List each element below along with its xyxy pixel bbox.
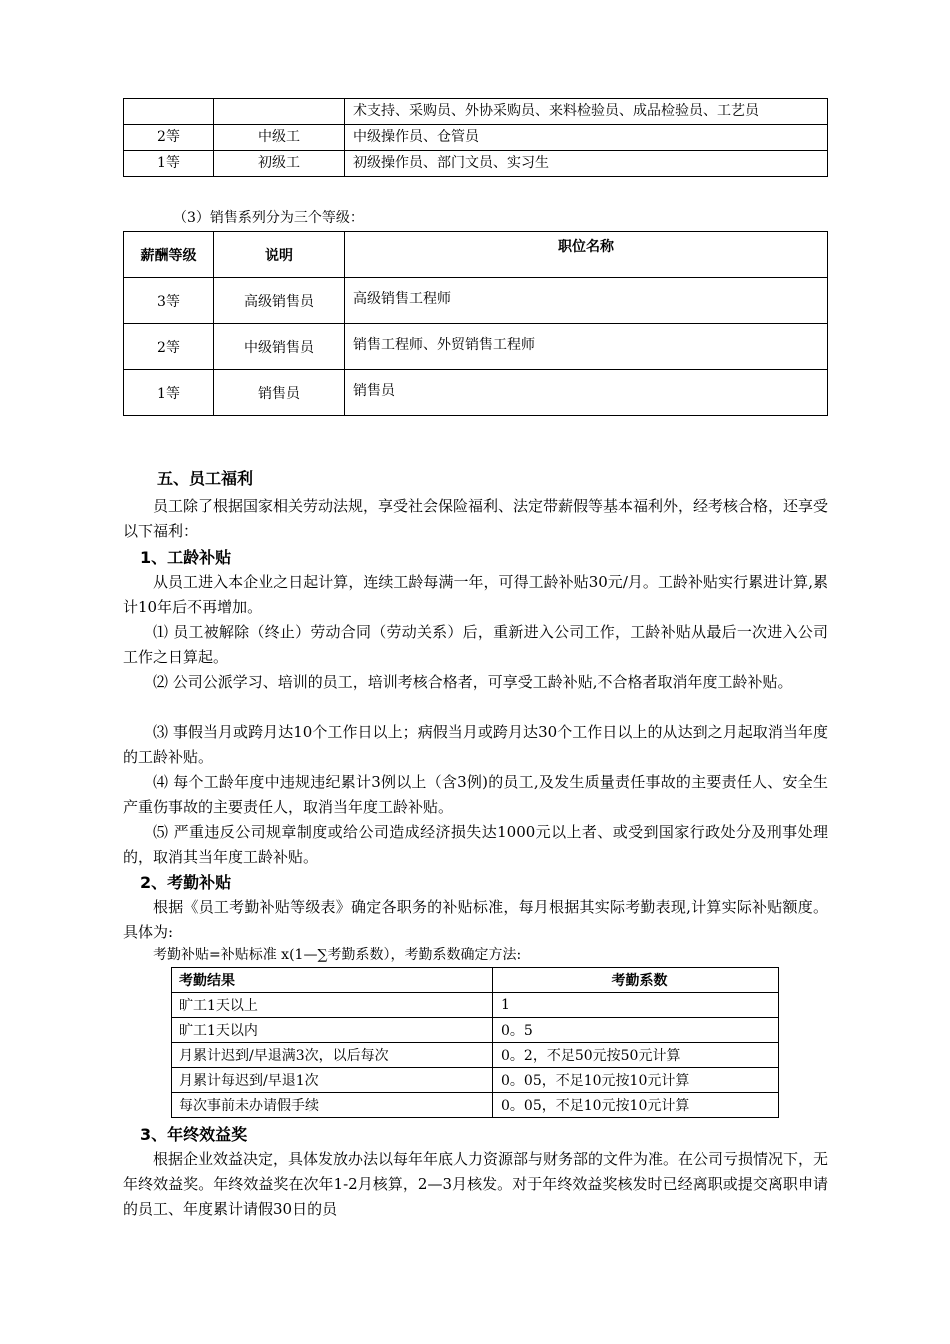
subsection-heading: 2、考勤补贴 bbox=[140, 873, 232, 892]
table-cell: 1 bbox=[493, 993, 779, 1018]
position-level-table-continued bbox=[123, 98, 828, 177]
table-header: 考勤系数 bbox=[493, 968, 779, 993]
table-cell: 月累计迟到/早退满3次，以后每次 bbox=[172, 1043, 493, 1068]
attendance-coefficient-table bbox=[171, 967, 779, 1118]
list-item: ⑸ 严重违反公司规章制度或给公司造成经济损失达1000元以上者、或受到国家行政处分及刑事处理的，取消其当年度工龄补贴。 bbox=[123, 823, 828, 866]
table-cell: 销售员 bbox=[345, 370, 828, 416]
table-cell: 2等 bbox=[124, 324, 214, 370]
table-header: 薪酬等级 bbox=[124, 232, 214, 278]
formula-line: 考勤补贴=补贴标准 x(1—∑考勤系数），考勤系数确定方法: bbox=[153, 947, 522, 963]
table-row bbox=[124, 278, 828, 324]
table-row bbox=[172, 1093, 779, 1118]
table-row bbox=[124, 99, 828, 125]
table-cell: 3等 bbox=[124, 278, 214, 324]
table-cell: 2等 bbox=[124, 125, 214, 151]
table-cell: 0。05，不足10元按10元计算 bbox=[493, 1093, 779, 1118]
table-header: 考勤结果 bbox=[172, 968, 493, 993]
table-header: 职位名称 bbox=[345, 232, 828, 278]
table-row bbox=[172, 1043, 779, 1068]
list-item: ⑴ 员工被解除（终止）劳动合同（劳动关系）后，重新进入公司工作，工龄补贴从最后一次进入公司工作之日算起。 bbox=[123, 623, 828, 666]
paragraph: 根据《员工考勤补贴等级表》确定各职务的补贴标准，每月根据其实际考勤表现,计算实际补贴额度。具体为: bbox=[123, 898, 828, 941]
table-header: 说明 bbox=[214, 232, 345, 278]
table-header-row bbox=[172, 968, 779, 993]
table-cell: 中级操作员、仓管员 bbox=[345, 125, 828, 151]
table-row bbox=[124, 151, 828, 177]
paragraph: 从员工进入本企业之日起计算，连续工龄每满一年，可得工龄补贴30元/月。工龄补贴实行累进计算,累计10年后不再增加。 bbox=[123, 573, 828, 616]
table-cell: 初级工 bbox=[214, 151, 345, 177]
table-cell: 月累计每迟到/早退1次 bbox=[172, 1068, 493, 1093]
list-item: ⑷ 每个工龄年度中违规违纪累计3例以上（含3例)的员工,及发生质量责任事故的主要责任人、安全生产重伤事故的主要责任人，取消当年度工龄补贴。 bbox=[123, 773, 828, 816]
section-intro: 员工除了根据国家相关劳动法规，享受社会保险福利、法定带薪假等基本福利外，经考核合格，还享受以下福利： bbox=[123, 497, 829, 540]
table-cell: 0。05，不足10元按10元计算 bbox=[493, 1068, 779, 1093]
table-cell: 1等 bbox=[124, 151, 214, 177]
table-header-row bbox=[124, 232, 828, 278]
list-item: ⑶ 事假当月或跨月达10个工作日以上；病假当月或跨月达30个工作日以上的从达到之月起取消当年度的工龄补贴。 bbox=[123, 723, 828, 766]
sales-level-table bbox=[123, 231, 828, 416]
table-row bbox=[124, 370, 828, 416]
subsection-heading: 1、工龄补贴 bbox=[140, 548, 232, 567]
sales-series-caption: （3）销售系列分为三个等级： bbox=[173, 210, 364, 226]
table-cell: 高级销售工程师 bbox=[345, 278, 828, 324]
table-cell: 0。2，不足50元按50元计算 bbox=[493, 1043, 779, 1068]
table-cell: 销售工程师、外贸销售工程师 bbox=[345, 324, 828, 370]
table-cell: 中级工 bbox=[214, 125, 345, 151]
table-cell: 每次事前未办请假手续 bbox=[172, 1093, 493, 1118]
table-cell: 旷工1天以内 bbox=[172, 1018, 493, 1043]
table-row bbox=[124, 324, 828, 370]
table-cell: 0。5 bbox=[493, 1018, 779, 1043]
table-row bbox=[172, 1068, 779, 1093]
paragraph: 根据企业效益决定，具体发放办法以每年年底人力资源部与财务部的文件为准。在公司亏损情况下，无年终效益奖。年终效益奖在次年1-2月核算，2—3月核发。对于年终效益奖核发时已经离职或提交离职申请的员工、年度累计请假30日的员 bbox=[123, 1150, 829, 1218]
table-row bbox=[172, 993, 779, 1018]
table-cell: 高级销售员 bbox=[214, 278, 345, 324]
list-item: ⑵ 公司公派学习、培训的员工，培训考核合格者，可享受工龄补贴,不合格者取消年度工龄补贴。 bbox=[153, 673, 793, 691]
table-cell: 术支持、采购员、外协采购员、来料检验员、成品检验员、工艺员 bbox=[345, 99, 828, 125]
table-cell: 初级操作员、部门文员、实习生 bbox=[345, 151, 828, 177]
table-cell: 销售员 bbox=[214, 370, 345, 416]
table-row bbox=[172, 1018, 779, 1043]
table-cell bbox=[124, 99, 214, 125]
section-heading: 五、员工福利 bbox=[157, 469, 254, 488]
table-cell: 1等 bbox=[124, 370, 214, 416]
table-cell: 中级销售员 bbox=[214, 324, 345, 370]
table-row bbox=[124, 125, 828, 151]
table-cell: 旷工1天以上 bbox=[172, 993, 493, 1018]
subsection-heading: 3、年终效益奖 bbox=[140, 1125, 248, 1144]
table-cell bbox=[214, 99, 345, 125]
